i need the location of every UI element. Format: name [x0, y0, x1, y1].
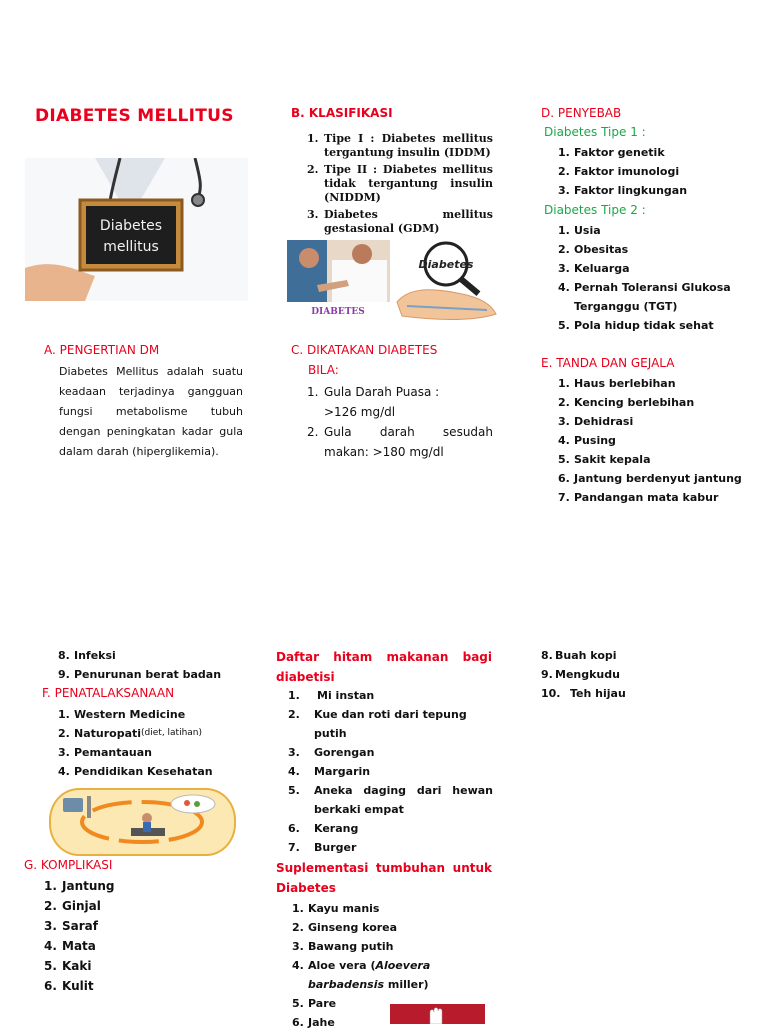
- complications-list: [44, 876, 115, 996]
- image-label-diabetes: DIABETES: [311, 307, 365, 317]
- criteria-list: [307, 382, 493, 462]
- list-item: 9. Penurunan berat badan: [58, 668, 222, 681]
- section-e-heading: E. TANDA DAN GEJALA: [541, 356, 675, 370]
- section-c-heading-2: BILA:: [308, 363, 339, 377]
- list-item-cont: Terganggu (TGT): [574, 300, 678, 313]
- list-item: 2. Tipe II : Diabetes mellitus tidak tergantung insulin (NIDDM): [307, 163, 493, 204]
- list-item: 2. Naturopati (diet, latihan): [58, 727, 203, 740]
- list-item: 7. Burger: [288, 841, 357, 854]
- list-item: 3. Pemantauan: [58, 746, 153, 759]
- list-item: 5. Kaki: [44, 959, 92, 973]
- symptoms-list: [558, 374, 742, 507]
- symptoms-list-cont: [58, 646, 221, 684]
- list-item: 6. Kulit: [44, 979, 94, 993]
- list-item: 1. Western Medicine: [58, 708, 186, 721]
- blacklist-list: [288, 686, 493, 857]
- list-item: 2. Ginseng korea: [292, 921, 398, 934]
- magnifier-pancreas-image: [392, 240, 500, 324]
- section-a-body: Diabetes Mellitus adalah suatu keadaan terjadinya gangguan fungsi metabolisme tubuh dengan peningkatan kadar gula dalam darah (hiperglikemia).: [59, 365, 243, 458]
- list-item: 5. Pare: [292, 997, 337, 1010]
- section-d-heading: D. PENYEBAB: [541, 106, 622, 120]
- list-item: 3. Diabetes mellitus gestasional (GDM): [307, 208, 493, 235]
- list-item-cont: berkaki empat: [314, 803, 404, 816]
- board-text-2: mellitus: [103, 239, 159, 255]
- section-g-heading: G. KOMPLIKASI: [24, 858, 113, 872]
- list-item: 6. Kerang: [288, 822, 359, 835]
- section-b-heading: B. KLASIFIKASI: [291, 106, 393, 120]
- supplement-heading: Suplementasi tumbuhan untuk Diabetes: [276, 861, 492, 895]
- list-item-cont: >126 mg/dl: [324, 405, 396, 419]
- list-item: 4. Pendidikan Kesehatan: [58, 765, 213, 778]
- list-item: 2. Gula darah sesudah: [307, 425, 493, 439]
- list-item: 4. Pernah Toleransi Glukosa: [558, 281, 731, 294]
- list-item-cont: barbadensis miller): [308, 978, 429, 991]
- list-item-cont: makan: >180 mg/dl: [324, 445, 444, 459]
- treatment-cycle-image: [49, 788, 236, 856]
- type1-list: [558, 143, 687, 200]
- list-item: 1. Mi instan: [288, 689, 375, 702]
- list-item: 1. Tipe I : Diabetes mellitus tergantung insulin (IDDM): [307, 132, 493, 159]
- list-item: 6. Jantung berdenyut jantung: [558, 472, 742, 485]
- list-item: 4. Margarin: [288, 765, 371, 778]
- list-item: 2. Ginjal: [44, 899, 101, 913]
- list-item: 6. Jahe: [292, 1016, 335, 1029]
- list-item: 3. Faktor lingkungan: [558, 184, 688, 197]
- list-item: 10. Teh hijau: [541, 687, 626, 700]
- list-item: 4. Aloe vera (Aloevera: [292, 959, 431, 972]
- list-item: 2. Kencing berlebihan: [558, 396, 695, 409]
- list-item: 1. Jantung: [44, 879, 115, 893]
- page-title: DIABETES MELLITUS: [35, 106, 234, 126]
- list-item: 1. Gula Darah Puasa :: [307, 385, 440, 399]
- list-item: 3. Dehidrasi: [558, 415, 634, 428]
- list-item: 3. Saraf: [44, 919, 98, 933]
- list-item: 4. Mata: [44, 939, 96, 953]
- list-item: 1. Kayu manis: [292, 902, 380, 915]
- list-item: 1. Faktor genetik: [558, 146, 665, 159]
- type1-label: Diabetes Tipe 1 :: [544, 125, 646, 139]
- section-a-heading: A. PENGERTIAN DM: [44, 343, 160, 357]
- supplement-list-cont: [541, 646, 626, 703]
- management-list: [58, 705, 213, 781]
- list-item: 1. Usia: [558, 224, 601, 237]
- list-item: 3. Keluarga: [558, 262, 630, 275]
- list-item: 8. Buah kopi: [541, 649, 617, 662]
- list-item: 1. Haus berlebihan: [558, 377, 676, 390]
- list-item: 5. Aneka daging dari hewan: [288, 784, 493, 797]
- magnifier-text: Diabetes: [418, 258, 474, 271]
- classification-list: [307, 132, 493, 236]
- doctor-patient-image: [287, 240, 390, 320]
- list-item: 4. Pusing: [558, 434, 616, 447]
- list-item: 3. Gorengan: [288, 746, 375, 759]
- board-text-1: Diabetes: [99, 218, 163, 234]
- hand-image: [390, 1004, 485, 1024]
- section-c-heading-1: C. DIKATAKAN DIABETES: [291, 343, 438, 357]
- list-item: 3. Bawang putih: [292, 940, 394, 953]
- type2-list: [558, 221, 731, 335]
- list-item: 2. Obesitas: [558, 243, 629, 256]
- type2-label: Diabetes Tipe 2 :: [544, 203, 646, 217]
- list-item: 2. Kue dan roti dari tepung putih: [288, 708, 467, 740]
- list-item: 2. Faktor imunologi: [558, 165, 680, 178]
- blacklist-heading: Daftar hitam makanan bagi diabetisi: [276, 650, 492, 684]
- section-f-heading: F. PENATALAKSANAAN: [42, 686, 175, 700]
- list-item: 8. Infeksi: [58, 649, 116, 662]
- list-item: 7. Pandangan mata kabur: [558, 491, 719, 504]
- list-item: 5. Sakit kepala: [558, 453, 651, 466]
- doctor-chalkboard-image: [25, 158, 248, 301]
- list-item: 9. Mengkudu: [541, 668, 620, 681]
- list-item: 5. Pola hidup tidak sehat: [558, 319, 714, 332]
